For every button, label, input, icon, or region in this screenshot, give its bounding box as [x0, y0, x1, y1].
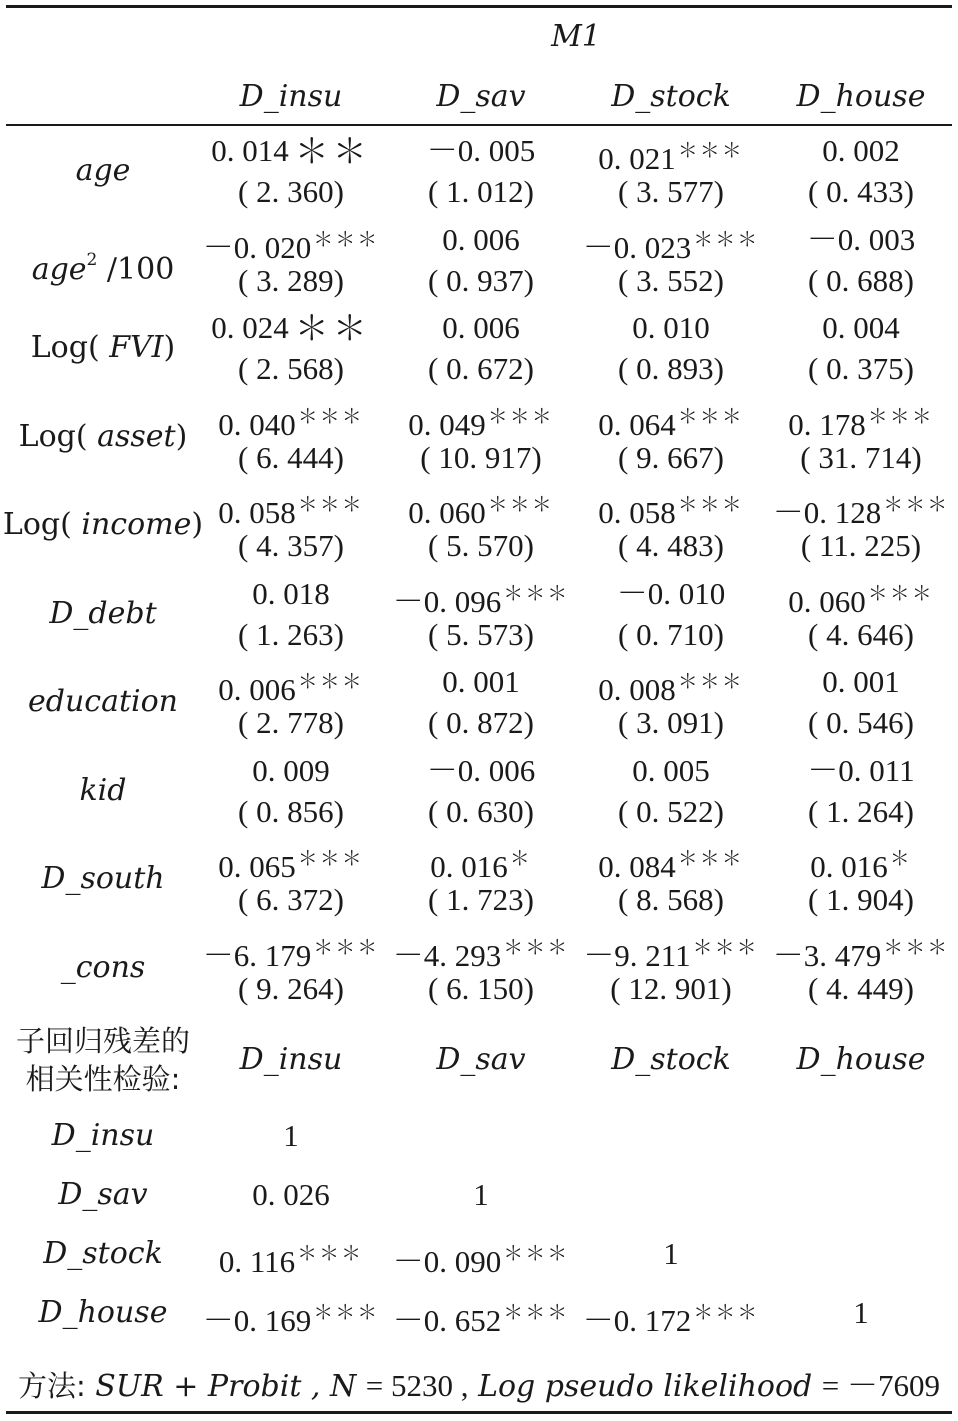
t-stat-cell: ( 3. 577) [618, 174, 724, 209]
coef-cell: －4. 293 ＊＊＊ [392, 936, 570, 973]
t-stat-cell: ( 1. 012) [428, 174, 534, 209]
corr-row-label: D_stock [43, 1236, 163, 1271]
significance-stars: ＊＊＊ [503, 582, 570, 605]
coef-cell: 0. 001 [442, 664, 520, 699]
significance-stars: ＊＊＊ [297, 671, 364, 693]
coef-cell: －0. 006 [426, 752, 536, 788]
t-stat-cell: ( 0. 433) [808, 174, 914, 209]
t-stat-cell: ( 0. 630) [428, 793, 534, 829]
coef-cell: 0. 016 ＊ [810, 848, 912, 884]
coef-cell: 0. 064 ＊＊＊ [598, 405, 744, 442]
footer-note [0, 1360, 958, 1405]
significance-stars: ＊＊＊ [677, 494, 744, 516]
column-header-house: D_house [796, 79, 926, 114]
t-stat-cell: ( 12. 901) [610, 970, 732, 1006]
significance-stars: ＊＊＊ [677, 140, 744, 162]
coef-cell: －3. 479 ＊＊＊ [772, 936, 950, 973]
significance-stars: ＊＊＊ [313, 228, 380, 251]
row-label: _cons [60, 949, 146, 985]
t-stat-cell: ( 11. 225) [800, 528, 922, 563]
significance-stars: ＊＊＊ [313, 936, 380, 959]
significance-stars: ＊＊＊ [883, 494, 950, 516]
ll-label: Log pseudo likelihood [478, 1369, 813, 1404]
t-stat-cell: ( 0. 375) [808, 351, 914, 386]
corr-cell: 1 [853, 1295, 869, 1330]
significance-stars: ＊＊ [294, 134, 371, 171]
coef-cell: 0. 065 ＊＊＊ [218, 848, 364, 884]
coef-cell: 0. 006 ＊＊＊ [218, 671, 364, 707]
corr-cell: －0. 652 ＊＊＊ [392, 1302, 570, 1338]
corr-title-line1: 子回归残差的 [15, 1024, 190, 1058]
row-label: Log( income) [2, 507, 204, 542]
coef-cell: 0. 021 ＊＊＊ [598, 140, 744, 176]
coef-cell: －0. 023 ＊＊＊ [582, 228, 760, 265]
corr-cell: 1 [663, 1236, 679, 1271]
t-stat-cell: ( 9. 667) [618, 439, 724, 475]
t-stat-cell: ( 1. 723) [428, 882, 534, 917]
coef-cell: －0. 011 [807, 752, 915, 788]
t-stat-cell: ( 0. 710) [618, 616, 724, 652]
significance-stars: ＊＊ [294, 311, 371, 348]
significance-stars: ＊＊＊ [883, 936, 950, 959]
significance-stars: ＊ [889, 848, 912, 870]
corr-header-house: D_house [796, 1042, 926, 1077]
column-header-sav: D_sav [436, 79, 526, 114]
corr-header-sav: D_sav [436, 1042, 526, 1077]
rule-top [6, 5, 952, 8]
t-stat-cell: ( 1. 263) [238, 616, 344, 652]
t-stat-cell: ( 9. 264) [238, 970, 344, 1006]
coef-cell: －0. 003 [806, 221, 916, 257]
corr-cell: 1 [283, 1118, 299, 1153]
coef-cell: －0. 128 ＊＊＊ [772, 494, 950, 530]
t-stat-cell: ( 0. 872) [428, 705, 534, 740]
coef-cell: 0. 009 [252, 752, 330, 788]
coef-cell: 0. 018 [252, 575, 330, 611]
t-stat-cell: ( 4. 449) [808, 970, 914, 1006]
corr-row-label: D_insu [51, 1118, 155, 1153]
row-label: age$^2$ /100 [31, 249, 175, 287]
significance-stars: ＊＊＊ [677, 671, 744, 693]
coef-cell: －0. 005 [426, 133, 536, 168]
significance-stars: ＊＊＊ [693, 228, 760, 251]
coef-cell: －0. 096 ＊＊＊ [392, 582, 570, 619]
t-stat-cell: ( 4. 357) [238, 528, 344, 563]
coef-cell: －0. 020 ＊＊＊ [202, 228, 380, 265]
coef-cell: 0. 006 [442, 310, 520, 345]
coef-cell: 0. 006 [442, 221, 520, 257]
row-label: Log( asset) [18, 418, 188, 454]
coef-cell: 0. 058 ＊＊＊ [218, 494, 364, 530]
t-stat-cell: ( 6. 372) [238, 882, 344, 917]
coef-cell: 0. 002 [822, 133, 900, 168]
row-label: education [28, 684, 178, 719]
coef-cell: 0. 005 [632, 752, 710, 788]
significance-stars: ＊ [509, 848, 532, 870]
row-label: age [75, 153, 131, 188]
coef-cell: －9. 211 ＊＊＊ [583, 936, 759, 973]
coef-cell: 0. 060 ＊＊＊ [788, 582, 934, 619]
corr-cell: －0. 090 ＊＊＊ [392, 1243, 570, 1279]
coef-cell: 0. 001 [822, 664, 900, 699]
coef-cell: 0. 040 ＊＊＊ [218, 405, 364, 442]
corr-title [0, 1022, 206, 1098]
rule-bottom [6, 1411, 952, 1414]
coef-cell: －6. 179 ＊＊＊ [202, 936, 380, 973]
t-stat-cell: ( 5. 573) [428, 616, 534, 652]
t-stat-cell: ( 3. 289) [238, 262, 344, 298]
significance-stars: ＊＊＊ [503, 936, 570, 959]
significance-stars: ＊＊＊ [503, 1302, 570, 1324]
corr-cell: －0. 169 ＊＊＊ [202, 1302, 380, 1338]
t-stat-cell: ( 0. 546) [808, 705, 914, 740]
t-stat-cell: ( 0. 937) [428, 262, 534, 298]
n-text: = 5230 , [365, 1368, 469, 1403]
corr-row-label: D_house [38, 1295, 168, 1330]
significance-stars: ＊＊＊ [487, 494, 554, 516]
significance-stars: ＊＊＊ [487, 405, 554, 428]
ll-text: = －7609 [821, 1368, 941, 1403]
coef-cell: 0. 014 ＊＊ [211, 133, 371, 171]
coef-cell: 0. 008 ＊＊＊ [598, 671, 744, 707]
t-stat-cell: ( 4. 483) [618, 528, 724, 563]
corr-header-stock: D_stock [611, 1042, 731, 1077]
t-stat-cell: ( 0. 522) [618, 793, 724, 829]
t-stat-cell: ( 0. 856) [238, 793, 344, 829]
significance-stars: ＊＊＊ [297, 405, 364, 428]
t-stat-cell: ( 6. 444) [238, 439, 344, 475]
corr-header-insu: D_insu [239, 1042, 343, 1077]
t-stat-cell: ( 3. 552) [618, 262, 724, 298]
significance-stars: ＊＊＊ [313, 1302, 380, 1324]
coef-cell: －0. 010 [616, 575, 726, 611]
significance-stars: ＊＊＊ [297, 494, 364, 516]
significance-stars: ＊＊＊ [867, 582, 934, 605]
t-stat-cell: ( 10. 917) [420, 439, 542, 475]
t-stat-cell: ( 2. 360) [238, 174, 344, 209]
coef-cell: 0. 178 ＊＊＊ [788, 405, 934, 442]
row-label: D_debt [49, 595, 157, 631]
coef-cell: 0. 060 ＊＊＊ [408, 494, 554, 530]
coef-cell: 0. 058 ＊＊＊ [598, 494, 744, 530]
corr-row-label: D_sav [58, 1177, 148, 1212]
coef-cell: 0. 016 ＊ [430, 848, 532, 884]
significance-stars: ＊＊＊ [677, 848, 744, 870]
t-stat-cell: ( 2. 778) [238, 705, 344, 740]
t-stat-cell: ( 1. 264) [808, 793, 914, 829]
column-header-stock: D_stock [611, 79, 731, 114]
row-label: D_south [41, 861, 165, 896]
t-stat-cell: ( 2. 568) [238, 351, 344, 386]
corr-title-line2: 相关性检验: [25, 1062, 181, 1096]
corr-cell: 0. 026 [252, 1177, 330, 1212]
corr-cell: 0. 116 ＊＊＊ [218, 1243, 364, 1279]
t-stat-cell: ( 0. 672) [428, 351, 534, 386]
t-stat-cell: ( 0. 893) [618, 351, 724, 386]
significance-stars: ＊＊＊ [692, 936, 759, 959]
significance-stars: ＊＊＊ [677, 405, 744, 428]
corr-cell: －0. 172 ＊＊＊ [582, 1302, 760, 1338]
significance-stars: ＊＊＊ [297, 848, 364, 870]
coef-cell: 0. 010 [632, 310, 710, 345]
coef-cell: 0. 004 [822, 310, 900, 345]
model-header: M1 [551, 19, 601, 54]
n-label: N [330, 1369, 357, 1404]
method-label: 方法: [17, 1369, 86, 1403]
row-label: Log( FVI) [30, 330, 176, 365]
corr-cell: 1 [473, 1177, 489, 1212]
significance-stars: ＊＊＊ [503, 1243, 570, 1265]
t-stat-cell: ( 6. 150) [428, 970, 534, 1006]
coef-cell: 0. 024 ＊＊ [211, 310, 371, 348]
t-stat-cell: ( 1. 904) [808, 882, 914, 917]
significance-stars: ＊＊＊ [297, 1243, 364, 1265]
rule-mid [6, 124, 952, 126]
significance-stars: ＊＊＊ [867, 405, 934, 428]
t-stat-cell: ( 31. 714) [800, 439, 922, 475]
t-stat-cell: ( 3. 091) [618, 705, 724, 740]
t-stat-cell: ( 8. 568) [618, 882, 724, 917]
significance-stars: ＊＊＊ [693, 1302, 760, 1324]
t-stat-cell: ( 5. 570) [428, 528, 534, 563]
row-label: kid [79, 772, 127, 808]
t-stat-cell: ( 4. 646) [808, 616, 914, 652]
coef-cell: 0. 084 ＊＊＊ [598, 848, 744, 884]
column-header-insu: D_insu [239, 79, 343, 114]
t-stat-cell: ( 0. 688) [808, 262, 914, 298]
coef-cell: 0. 049 ＊＊＊ [408, 405, 554, 442]
method-text: SUR + Probit , [95, 1369, 321, 1404]
